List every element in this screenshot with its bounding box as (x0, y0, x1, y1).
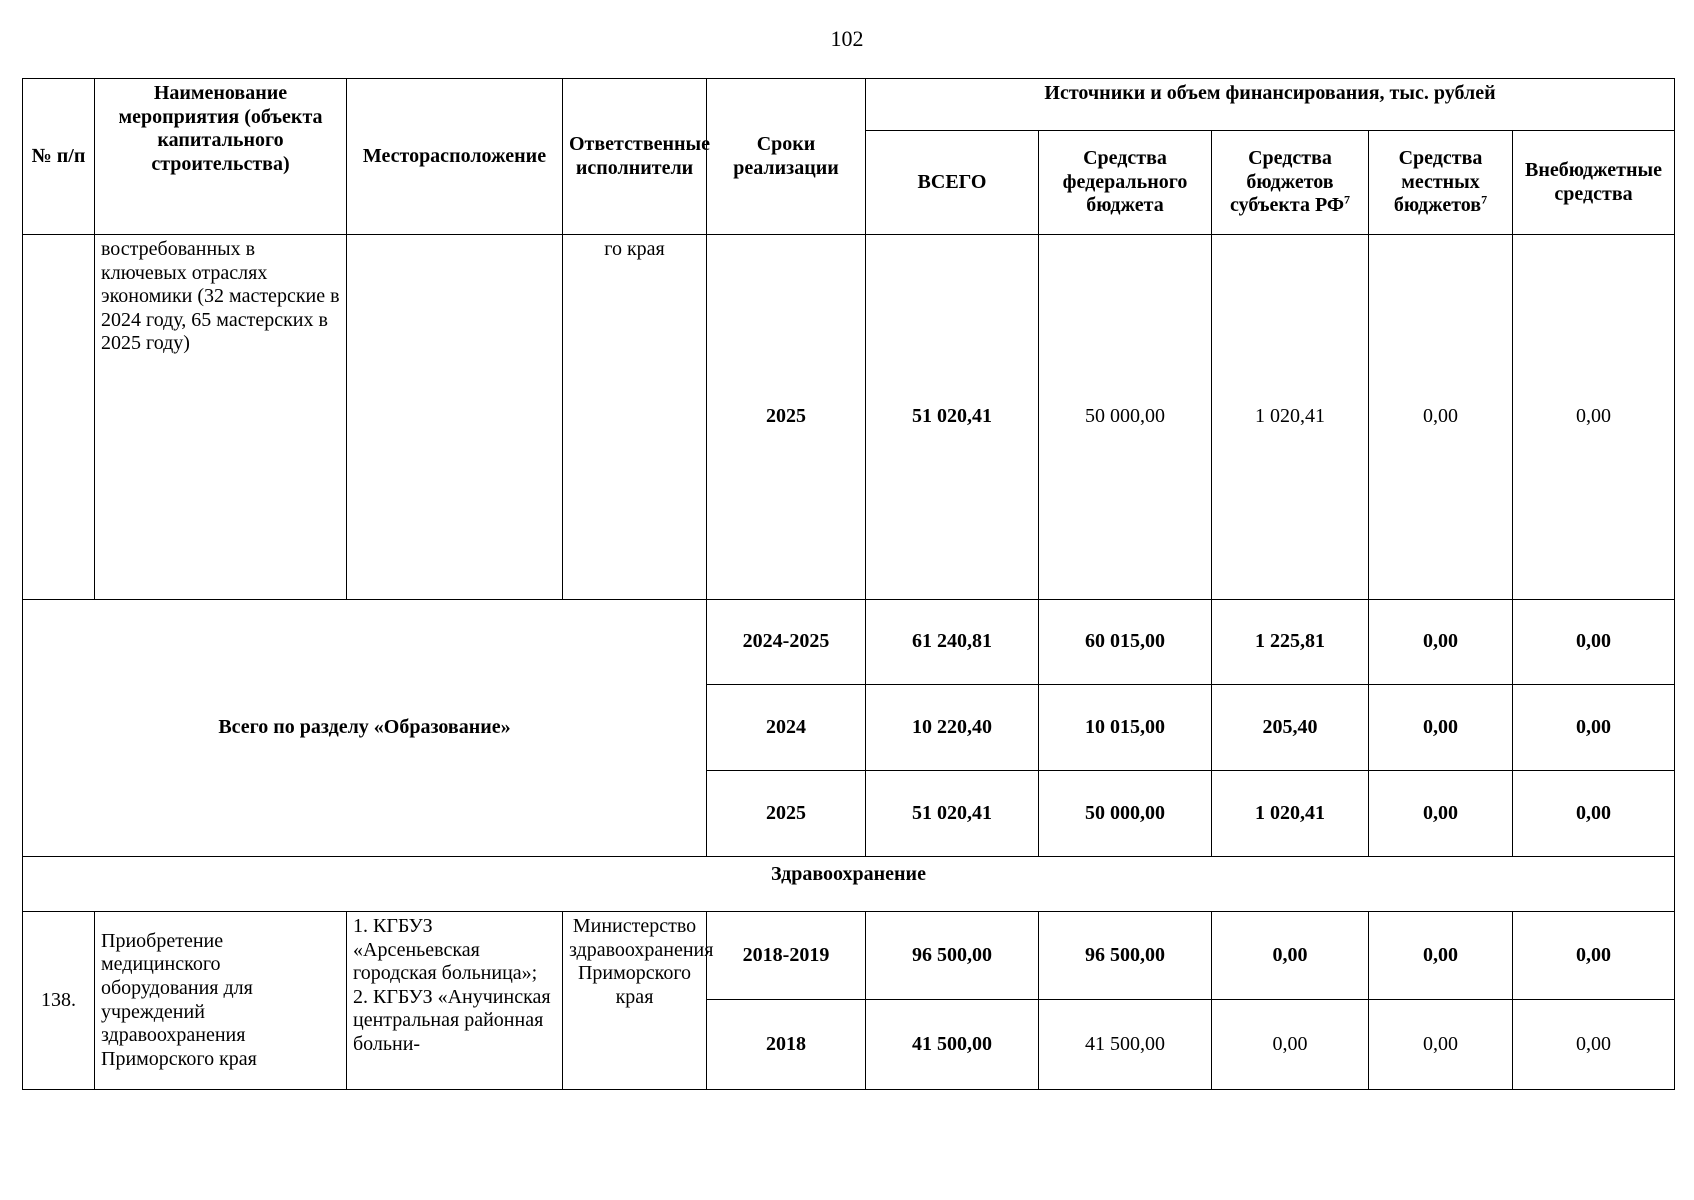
cell-offbudget: 0,00 (1513, 771, 1675, 857)
cell-location (347, 235, 563, 600)
cell-responsible: го края (563, 235, 707, 600)
cell-federal: 60 015,00 (1039, 600, 1212, 685)
cell-local: 0,00 (1369, 235, 1513, 600)
cell-federal: 96 500,00 (1039, 912, 1212, 1000)
header-row-1 (23, 79, 1675, 131)
section-total-label: Всего по разделу «Образование» (23, 600, 707, 857)
cell-offbudget: 0,00 (1513, 235, 1675, 600)
cell-total: 51 020,41 (866, 235, 1039, 600)
cell-offbudget: 0,00 (1513, 912, 1675, 1000)
cell-subject: 205,40 (1212, 685, 1369, 771)
header-name: Наименование мероприятия (объекта капитального строительства) (95, 79, 347, 235)
cell-period: 2018 (707, 1000, 866, 1090)
cell-location: 1. КГБУЗ «Арсеньевская городская больница»; 2. КГБУЗ «Анучинская центральная районная больни- (347, 912, 563, 1090)
cell-total: 51 020,41 (866, 771, 1039, 857)
cell-name: Приобретение медицинского оборудования для учреждений здравоохранения Приморского края (95, 912, 347, 1090)
header-federal: Средства федерального бюджета (1039, 131, 1212, 235)
cell-period: 2025 (707, 771, 866, 857)
cell-federal: 50 000,00 (1039, 771, 1212, 857)
cell-federal: 10 015,00 (1039, 685, 1212, 771)
header-period: Сроки реализации (707, 79, 866, 235)
header-total: ВСЕГО (866, 131, 1039, 235)
cell-subject: 1 020,41 (1212, 771, 1369, 857)
section-title: Здравоохранение (23, 857, 1675, 912)
cell-total: 96 500,00 (866, 912, 1039, 1000)
table-row (23, 235, 1675, 600)
header-subject: Средства бюджетов субъекта $РФ^7$ (1212, 131, 1369, 235)
financing-table (22, 78, 1675, 1090)
cell-local: 0,00 (1369, 771, 1513, 857)
cell-period: 2025 (707, 235, 866, 600)
cell-federal: 50 000,00 (1039, 235, 1212, 600)
cell-total: 61 240,81 (866, 600, 1039, 685)
cell-period: 2024-2025 (707, 600, 866, 685)
cell-responsible: Министерство здравоохранения Приморского края (563, 912, 707, 1090)
header-local: Средства местных бюджетов$^7$ (1369, 131, 1513, 235)
cell-name: востребованных в ключевых отраслях экономики (32 мастерские в 2024 году, 65 мастерских в 2025 году) (95, 235, 347, 600)
cell-period: 2024 (707, 685, 866, 771)
total-row (23, 600, 1675, 685)
cell-total: 10 220,40 (866, 685, 1039, 771)
cell-num (23, 235, 95, 600)
footnote-mark: 7 (1481, 192, 1488, 207)
cell-offbudget: 0,00 (1513, 685, 1675, 771)
header-financing: Источники и объем финансирования, тыс. рублей (866, 79, 1675, 131)
cell-local: 0,00 (1369, 600, 1513, 685)
cell-offbudget: 0,00 (1513, 600, 1675, 685)
header-location: Месторасположение (347, 79, 563, 235)
section-row (23, 857, 1675, 912)
cell-period: 2018-2019 (707, 912, 866, 1000)
cell-subject: 1 225,81 (1212, 600, 1369, 685)
cell-local: 0,00 (1369, 912, 1513, 1000)
footnote-mark: 7 (1344, 192, 1351, 207)
cell-total: 41 500,00 (866, 1000, 1039, 1090)
page-number: 102 (830, 26, 864, 51)
header-responsible: Ответственные исполнители (563, 79, 707, 235)
cell-subject: 0,00 (1212, 1000, 1369, 1090)
cell-num: 138. (23, 912, 95, 1090)
header-offbudget: Внебюджетные средства (1513, 131, 1675, 235)
cell-local: 0,00 (1369, 685, 1513, 771)
cell-subject: 0,00 (1212, 912, 1369, 1000)
table-row (23, 912, 1675, 1000)
header-num: № п/п (23, 79, 95, 235)
cell-offbudget: 0,00 (1513, 1000, 1675, 1090)
cell-federal: 41 500,00 (1039, 1000, 1212, 1090)
cell-subject: 1 020,41 (1212, 235, 1369, 600)
cell-local: 0,00 (1369, 1000, 1513, 1090)
